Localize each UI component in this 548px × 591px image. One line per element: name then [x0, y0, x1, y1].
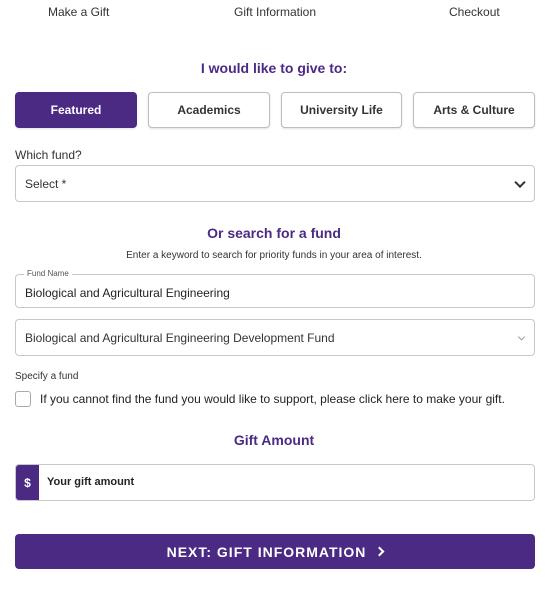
fund-name-input[interactable] — [15, 269, 535, 308]
fund-result-value: Biological and Agricultural Engineering Development Fund — [25, 330, 335, 345]
fund-result-select[interactable] — [15, 319, 535, 356]
step-gift-information: Gift Information — [234, 5, 317, 19]
which-fund-label: Which fund? — [15, 148, 82, 162]
fund-name-value[interactable]: Biological and Agricultural Engineering — [25, 286, 230, 300]
next-button-label: NEXT: GIFT INFORMATION — [166, 543, 367, 560]
step-checkout: Checkout — [449, 5, 500, 19]
give-to-heading: I would like to give to: — [200, 60, 348, 76]
step-make-a-gift: Make a Gift — [48, 5, 110, 19]
search-fund-heading: Or search for a fund — [207, 225, 341, 241]
category-featured-button[interactable]: Featured — [15, 92, 137, 128]
progress-steps — [0, 0, 548, 24]
fund-select[interactable] — [15, 165, 535, 202]
chevron-down-icon — [518, 333, 525, 340]
chevron-right-icon — [375, 547, 385, 557]
category-academics-button[interactable]: Academics — [148, 92, 270, 128]
category-university-life-button[interactable]: University Life — [281, 92, 402, 128]
fund-select-value: Select * — [25, 176, 67, 191]
specify-fund-label: Specify a fund — [15, 371, 79, 382]
gift-amount-input[interactable]: Your gift amount — [47, 476, 135, 488]
specify-fund-checkbox[interactable] — [15, 391, 31, 407]
category-arts-culture-button[interactable]: Arts & Culture — [413, 92, 535, 128]
gift-amount-heading: Gift Amount — [233, 432, 315, 448]
dollar-icon: $ — [16, 465, 39, 500]
fund-name-label: Fund Name — [24, 269, 72, 278]
specify-fund-text[interactable]: If you cannot find the fund you would like to support, please click here to make your gift. — [40, 392, 505, 406]
gift-amount-field[interactable] — [15, 464, 535, 501]
next-gift-information-button[interactable] — [15, 534, 535, 569]
chevron-down-icon — [514, 176, 525, 187]
search-description: Enter a keyword to search for priority funds in your area of interest. — [126, 250, 422, 261]
